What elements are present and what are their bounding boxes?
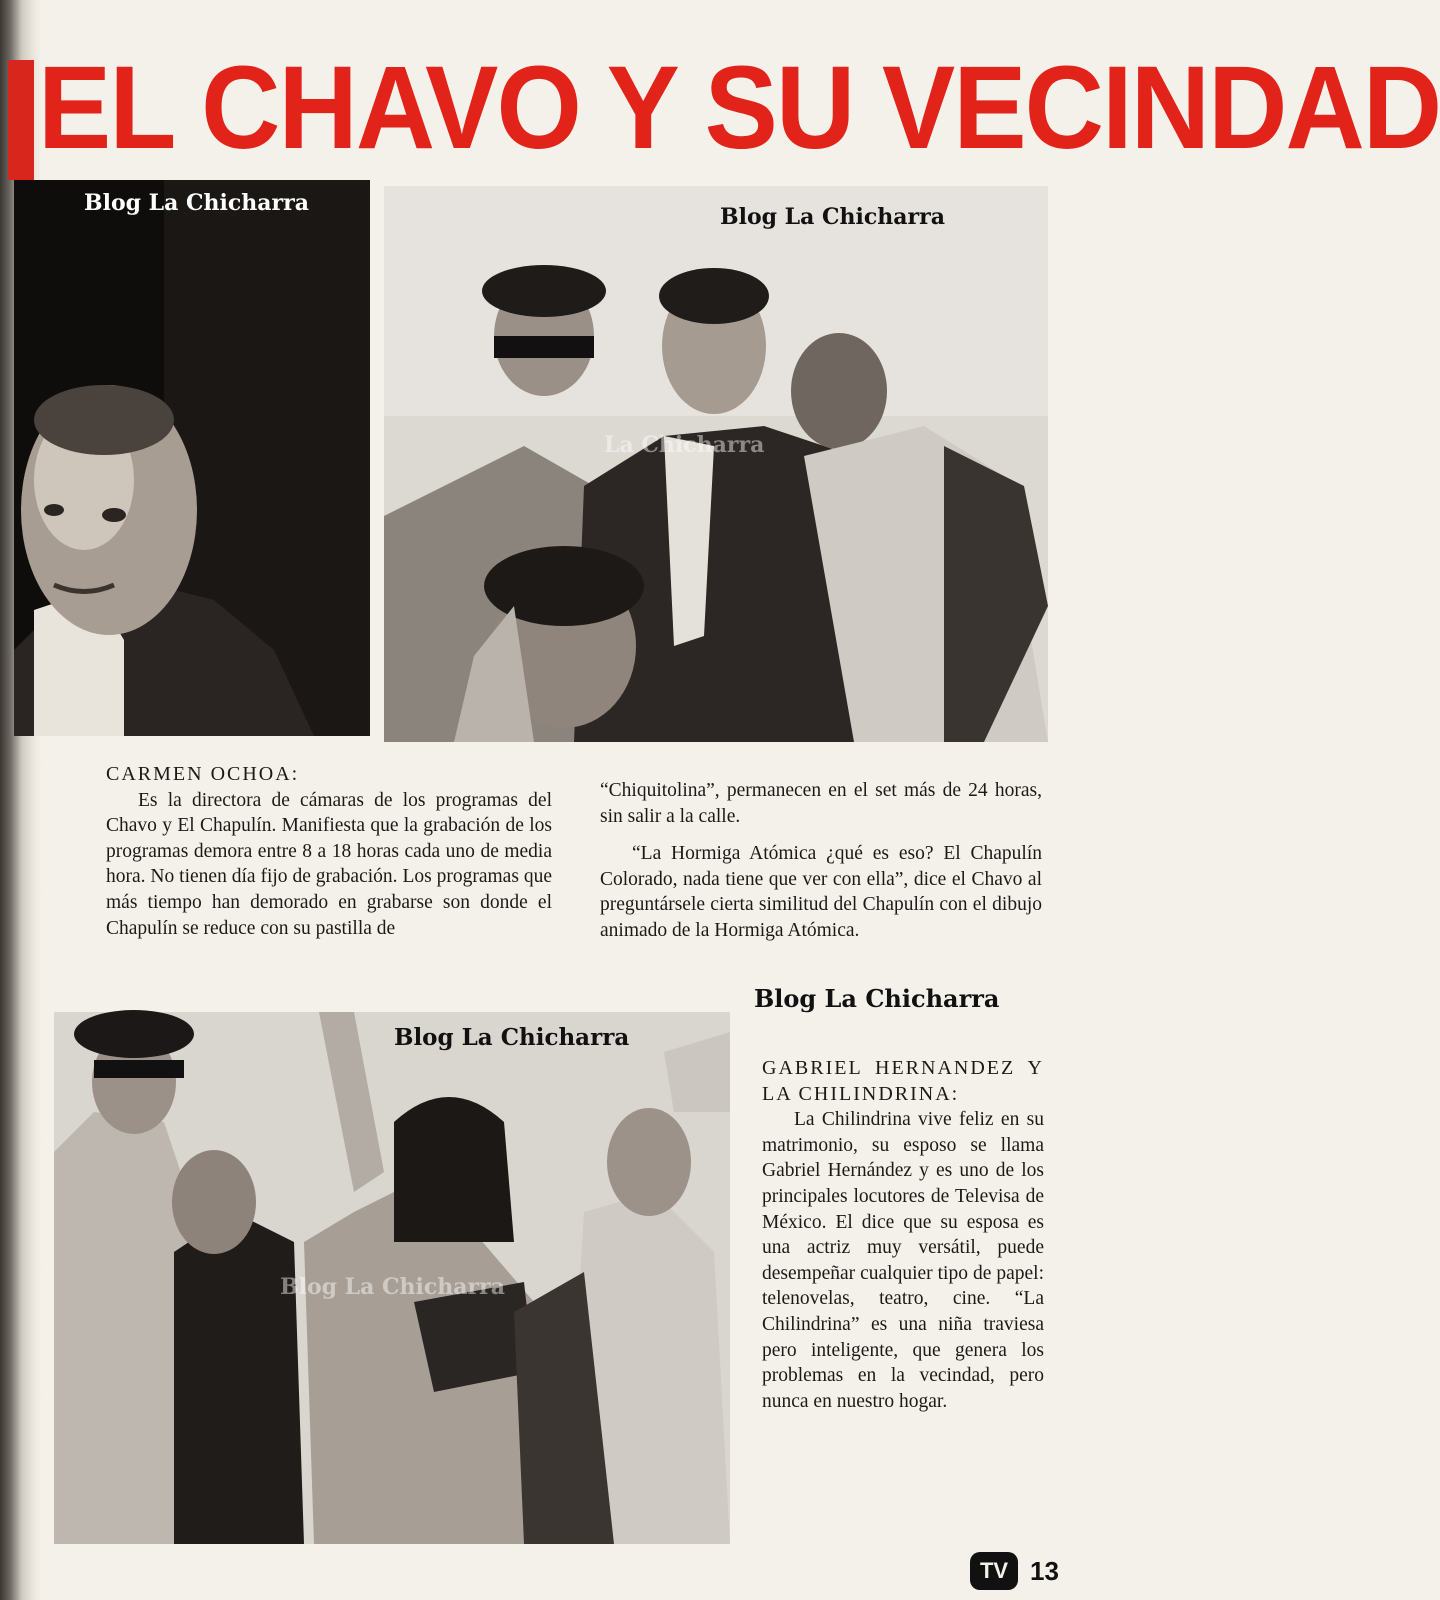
section-heading: CARMEN OCHOA: bbox=[106, 763, 300, 785]
section-heading: GABRIEL HERNANDEZ Y LA CHILINDRINA: bbox=[762, 1057, 1044, 1105]
page-number: 13 bbox=[1030, 1556, 1059, 1586]
article-paragraph: “Chiquitolina”, permanecen en el set más de 24 horas, sin salir a la calle. bbox=[600, 780, 1042, 827]
portrait-illustration bbox=[14, 180, 370, 736]
spine-red-mark bbox=[8, 60, 34, 180]
group-illustration bbox=[384, 186, 1048, 742]
photo-watermark: Blog La Chicharra bbox=[84, 190, 309, 216]
photo-group-bottom bbox=[54, 1012, 730, 1544]
photo-watermark: Blog La Chicharra bbox=[394, 1024, 630, 1051]
article-paragraph: Es la directora de cámaras de los programas del Chavo y El Chapulín. Manifiesta que la grabación de los programas demora entre 8 a 18 horas cada uno de media hora. No tienen día fijo de grabación. Los programas que más tiempo han demorado en grabarse son donde el Chapulín se reduce con su pastilla de bbox=[106, 789, 552, 939]
mid-watermark: Blog La Chicharra bbox=[754, 984, 1000, 1013]
photo-watermark: Blog La Chicharra bbox=[720, 204, 945, 230]
faint-watermark: Blog La Chicharra bbox=[280, 1274, 505, 1300]
headline: EL CHAVO Y SU VECINDAD bbox=[38, 42, 1440, 174]
article-paragraph: “La Hormiga Atómica ¿qué es eso? El Chapulín Colorado, nada tiene que ver con ella”, dice el Chavo al preguntársele cierta similitud del Chapulín con el dibujo animado de la Hormiga Atómica. bbox=[600, 843, 1042, 941]
faint-watermark: La Chicharra bbox=[604, 432, 765, 458]
photo-group-top bbox=[384, 186, 1048, 742]
tv-logo: TV bbox=[970, 1552, 1018, 1590]
article-paragraph: La Chilindrina vive feliz en su matrimonio, su esposo se llama Gabriel Hernández y es uno de los principales locutores de Televisa de México. El dice que su esposa es una actriz muy versátil, puede desempeñar cualquier tipo de papel: telenovelas, teatro, cine. “La Chilindrina” es una niña traviesa pero inteligente, que genera los problemas en la vecindad, pero nunca en nuestro hogar. bbox=[762, 1109, 1044, 1412]
article-column-1 bbox=[106, 762, 552, 941]
article-column-2 bbox=[600, 778, 1042, 944]
article-column-3 bbox=[762, 1056, 1044, 1414]
photo-portrait bbox=[14, 180, 370, 736]
